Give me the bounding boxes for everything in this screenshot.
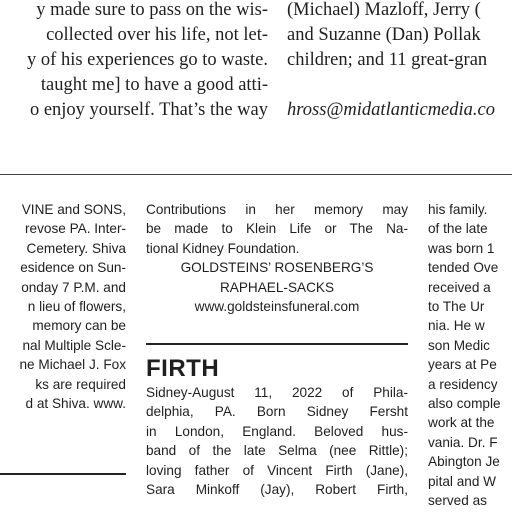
obituary-text-line: his family. bbox=[428, 202, 488, 217]
obituary-text-line: Abington Je bbox=[428, 454, 500, 470]
funeral-home-name: GOLDSTEINS’ ROSENBERG’S bbox=[180, 260, 374, 276]
obituary-heading: FIRTH bbox=[146, 355, 220, 382]
obituary-text-line: VINE and SONS, bbox=[21, 202, 126, 217]
obituary-text-line: onday 7 P.M. and bbox=[21, 279, 126, 295]
obituary-text-line: received a bbox=[428, 279, 491, 295]
obituary-text-line: vania. Dr. F bbox=[428, 434, 498, 450]
obituary-text-line: was born 1 bbox=[428, 240, 495, 256]
obituary-text-line: ne Michael J. Fox bbox=[19, 357, 126, 373]
article-text-line: collected over his life, not let- bbox=[46, 25, 268, 45]
article-text-line: y made sure to pass on the wis- bbox=[36, 0, 268, 20]
obituary-text-line: ks are required bbox=[35, 376, 126, 392]
obituary-text-line: n lieu of flowers, bbox=[27, 299, 126, 314]
article-text-line: children; and 11 great-gran bbox=[287, 50, 488, 70]
funeral-home-website: www.goldsteinsfuneral.com bbox=[194, 299, 360, 314]
obituary-text-line: tional Kidney Foundation. bbox=[146, 240, 300, 256]
obituary-text-line: a residency bbox=[428, 376, 498, 392]
obituary-text-line: Contributions in her memory may bbox=[146, 202, 408, 217]
obituary-text-line: Sidney-August 11, 2022 of Phila- bbox=[146, 385, 408, 400]
obituary-text-line: in London, England. Beloved hus- bbox=[146, 423, 408, 439]
article-text-line: (Michael) Mazloff, Jerry ( bbox=[287, 0, 481, 20]
section-divider bbox=[0, 174, 512, 175]
obituary-text-line: served as bbox=[428, 493, 487, 508]
author-email: hross@midatlanticmedia.co bbox=[287, 100, 495, 120]
obituary-text-line: loving father of Vincent Firth (Jane), bbox=[146, 462, 408, 478]
obituary-text-line: tended Ove bbox=[428, 260, 499, 276]
article-text-line: o enjoy yourself. That’s the way bbox=[29, 100, 268, 120]
obituary-text-line: Cemetery. Shiva bbox=[26, 240, 126, 256]
obituary-text-line: of the late bbox=[428, 221, 488, 237]
obituary-text-line: nal Multiple Scle- bbox=[22, 337, 126, 353]
article-text-line: and Suzanne (Dan) Pollak bbox=[287, 25, 481, 45]
obituary-text-line: esidence on Sun- bbox=[20, 260, 126, 276]
obituary-divider bbox=[0, 473, 126, 475]
obituary-text-line: son Medic bbox=[428, 337, 490, 353]
obituary-text-line: to The Ur bbox=[428, 299, 485, 314]
obituary-text-line: delphia, PA. Born Sidney Fersht bbox=[146, 404, 408, 420]
obituary-divider bbox=[146, 343, 408, 345]
article-text-line: y of his experiences go to waste. bbox=[27, 50, 268, 70]
obituary-text-line: work at the bbox=[428, 415, 495, 431]
obituary-text-line: pital and W bbox=[428, 473, 497, 489]
obituary-text-line: nia. He w bbox=[428, 318, 485, 334]
obituary-text-line: years at Pe bbox=[428, 357, 497, 373]
obituary-text-line: revose PA. Inter- bbox=[25, 221, 126, 237]
obituary-text-line: band of the late Selma (nee Rittle); bbox=[146, 443, 408, 459]
obituary-text-line: also comple bbox=[428, 396, 501, 411]
obituary-text-line: d at Shiva. www. bbox=[25, 396, 126, 411]
article-text-line: taught me] to have a good atti- bbox=[40, 75, 268, 95]
obituary-text-line: be made to Klein Life or The Na- bbox=[146, 221, 408, 237]
obituary-text-line: Sara Minkoff (Jay), Robert Firth, bbox=[146, 482, 408, 497]
obituary-text-line: memory can be bbox=[32, 318, 126, 334]
funeral-home-name: RAPHAEL-SACKS bbox=[219, 279, 335, 295]
